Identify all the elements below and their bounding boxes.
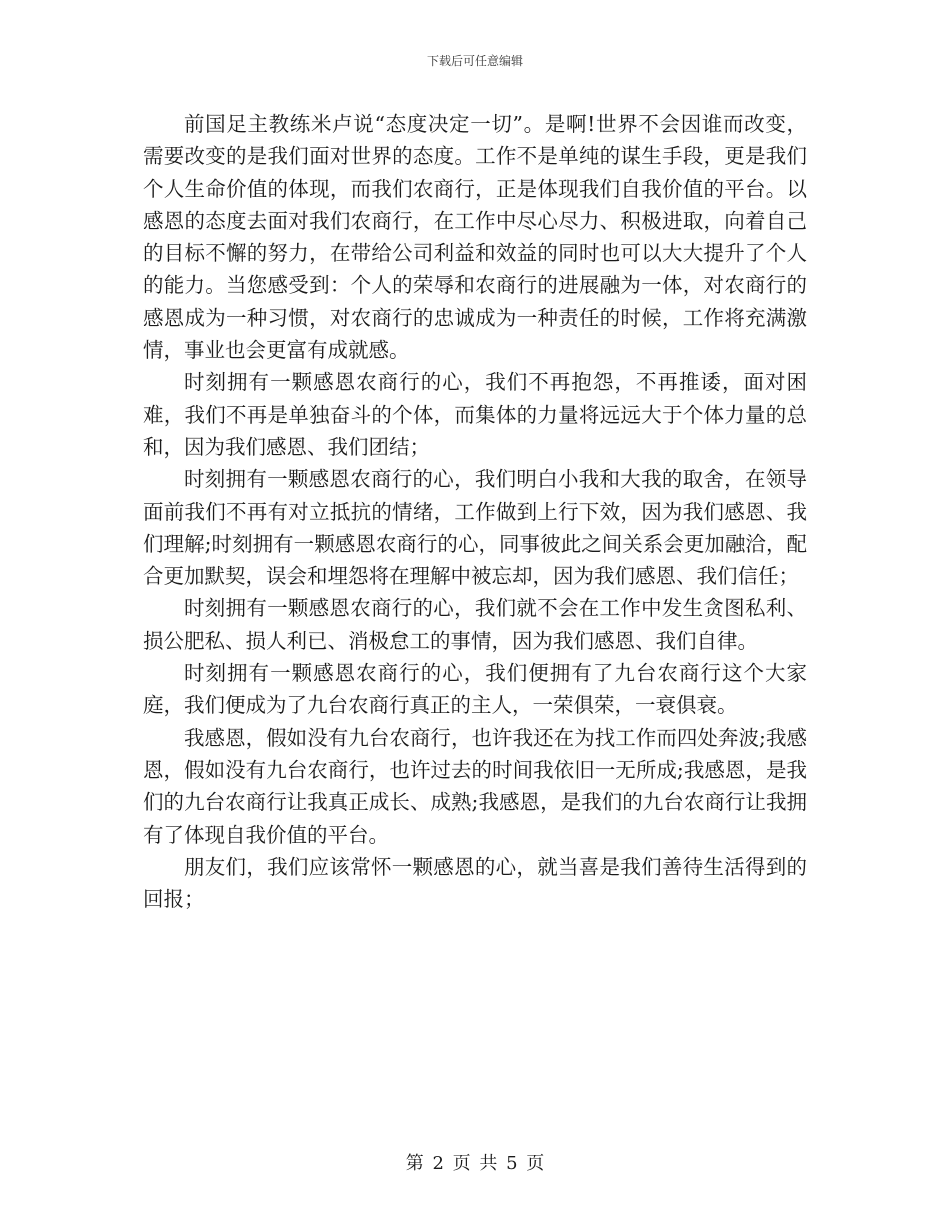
paragraph-1: 前国足主教练米卢说“态度决定一切”。是啊!世界不会因谁而改变，需要改变的是我们面对世界的态度。工作不是单纯的谋生手段，更是我们个人生命价值的体现，而我们农商行，正是体现我们自我价值的平台。以感恩的态度去面对我们农商行，在工作中尽心尽力、积极进取，向着自己的目标不懈的努力，在带给公司利益和效益的同时也可以大大提升了个人的能力。当您感受到：个人的荣辱和农商行的进展融为一体，对农商行的感恩成为一种习惯，对农商行的忠诚成为一种责任的时候，工作将充满激情，事业也会更富有成就感。 [143,112,807,363]
page-number-footer: 第 2 页 共 5 页 [405,1153,545,1174]
document-body [143,108,807,915]
paragraph-3: 时刻拥有一颗感恩农商行的心，我们明白小我和大我的取舍，在领导面前我们不再有对立抵抗的情绪，工作做到上行下效，因为我们感恩、我们理解;时刻拥有一颗感恩农商行的心，同事彼此之间关系会更加融洽，配合更加默契，误会和埋怨将在理解中被忘却，因为我们感恩、我们信任； [143,467,807,589]
paragraph-2: 时刻拥有一颗感恩农商行的心，我们不再抱怨，不再推诿，面对困难，我们不再是单独奋斗的个体，而集体的力量将远远大于个体力量的总和，因为我们感恩、我们团结； [143,370,807,459]
paragraph-7: 朋友们，我们应该常怀一颗感恩的心，就当喜是我们善待生活得到的回报； [143,854,807,912]
paragraph-6: 我感恩，假如没有九台农商行，也许我还在为找工作而四处奔波;我感恩，假如没有九台农商行，也许过去的时间我依旧一无所成;我感恩，是我们的九台农商行让我真正成长、成熟;我感恩，是我们的九台农商行让我拥有了体现自我价值的平台。 [143,725,807,847]
page-header: 下载后可任意编辑 [426,54,523,68]
paragraph-4: 时刻拥有一颗感恩农商行的心，我们就不会在工作中发生贪图私利、损公肥私、损人利已、消极怠工的事情，因为我们感恩、我们自律。 [143,596,807,653]
paragraph-5: 时刻拥有一颗感恩农商行的心，我们便拥有了九台农商行这个大家庭，我们便成为了九台农商行真正的主人，一荣俱荣，一衰俱衰。 [143,661,807,718]
